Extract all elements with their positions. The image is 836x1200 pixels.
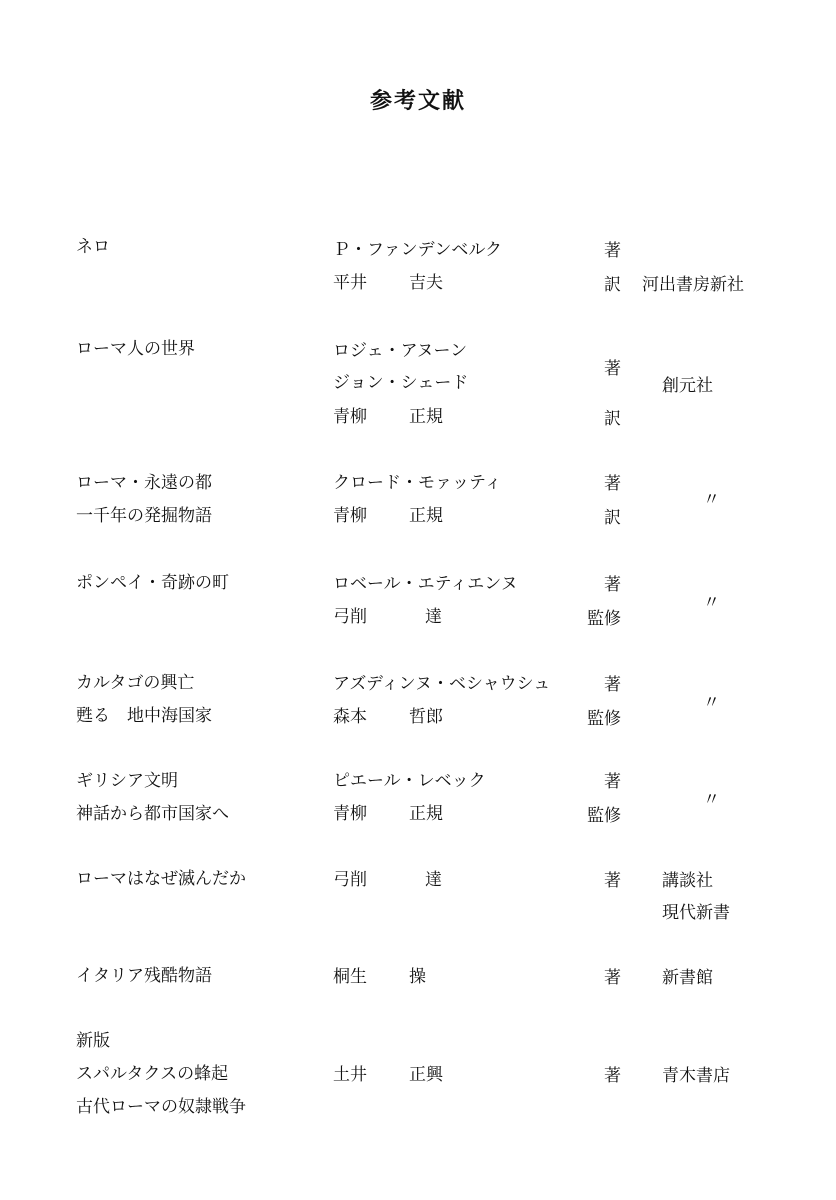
publisher: 講談社 <box>662 871 713 891</box>
supervisor-name <box>333 606 442 628</box>
publisher-ditto-mark: 〃 <box>703 790 720 810</box>
given-name: 達 <box>425 607 442 627</box>
surname: 青柳 <box>333 804 367 824</box>
given-name: 正規 <box>409 804 443 824</box>
page-title: 参考文献 <box>369 88 466 114</box>
author-role: 著 <box>604 241 621 261</box>
edition-label: 新版 <box>76 1031 110 1051</box>
author-name: ロジェ・アヌーン <box>333 341 468 361</box>
book-title: ポンペイ・奇跡の町 <box>76 573 229 593</box>
book-title: ローマ・永遠の都 <box>76 473 212 493</box>
given-name: 正興 <box>409 1065 443 1085</box>
given-name: 吉夫 <box>409 273 443 293</box>
given-name: 哲郎 <box>409 707 443 727</box>
publisher: 青木書店 <box>662 1066 730 1086</box>
surname: 土井 <box>333 1065 367 1085</box>
book-subtitle: 神話から都市国家へ <box>76 804 229 824</box>
author-role: 著 <box>604 575 621 595</box>
author-name: ジョン・シェード <box>333 373 469 393</box>
author-name: クロード・モァッティ <box>333 473 502 493</box>
translator-name <box>333 406 443 428</box>
publisher: 新書館 <box>662 968 713 988</box>
author-role: 著 <box>604 968 621 988</box>
author-name: ピエール・レベック <box>333 771 486 791</box>
author-name <box>333 869 442 891</box>
translator-role: 訳 <box>604 275 621 295</box>
supervisor-name <box>333 803 443 825</box>
author-name <box>333 966 426 988</box>
translator-role: 訳 <box>604 508 621 528</box>
surname: 青柳 <box>333 407 367 427</box>
translator-name <box>333 272 443 294</box>
book-title: ギリシア文明 <box>76 771 178 791</box>
given-name: 正規 <box>409 506 443 526</box>
translator-role: 訳 <box>604 409 621 429</box>
surname: 青柳 <box>333 506 367 526</box>
author-name: アズディンヌ・ベシャウシュ <box>333 674 551 694</box>
author-role: 著 <box>604 871 621 891</box>
surname: 平井 <box>333 273 367 293</box>
surname: 森本 <box>333 707 367 727</box>
book-title: カルタゴの興亡 <box>76 673 195 693</box>
author-name <box>333 1064 443 1086</box>
book-title: スパルタクスの蜂起 <box>76 1064 229 1084</box>
publisher-ditto-mark: 〃 <box>703 490 720 510</box>
book-subtitle: 甦る 地中海国家 <box>76 706 212 726</box>
publisher: 創元社 <box>662 376 713 396</box>
given-name: 正規 <box>409 407 443 427</box>
book-title: ネロ <box>76 237 110 257</box>
book-title: ローマ人の世界 <box>76 339 195 359</box>
surname: 弓削 <box>333 870 367 890</box>
supervisor-role: 監修 <box>587 709 621 729</box>
book-subtitle: 一千年の発掘物語 <box>76 506 212 526</box>
publisher-series: 現代新書 <box>662 903 730 923</box>
author-name: ロベール・エティエンヌ <box>333 574 518 594</box>
author-role: 著 <box>604 474 621 494</box>
book-subtitle: 古代ローマの奴隷戦争 <box>76 1097 246 1117</box>
given-name: 達 <box>425 870 442 890</box>
book-title: ローマはなぜ滅んだか <box>76 869 246 889</box>
translator-name <box>333 505 443 527</box>
given-name: 操 <box>409 967 426 987</box>
supervisor-name <box>333 706 443 728</box>
author-role: 著 <box>604 1066 621 1086</box>
book-title: イタリア残酷物語 <box>76 966 212 986</box>
publisher-ditto-mark: 〃 <box>703 593 720 613</box>
supervisor-role: 監修 <box>587 806 621 826</box>
surname: 桐生 <box>333 967 367 987</box>
surname: 弓削 <box>333 607 367 627</box>
author-role: 著 <box>604 675 621 695</box>
publisher-ditto-mark: 〃 <box>703 693 720 713</box>
author-name: Ｐ・ファンデンベルク <box>333 240 502 260</box>
supervisor-role: 監修 <box>587 609 621 629</box>
author-role: 著 <box>604 359 621 379</box>
publisher: 河出書房新社 <box>642 275 744 295</box>
author-role: 著 <box>604 772 621 792</box>
